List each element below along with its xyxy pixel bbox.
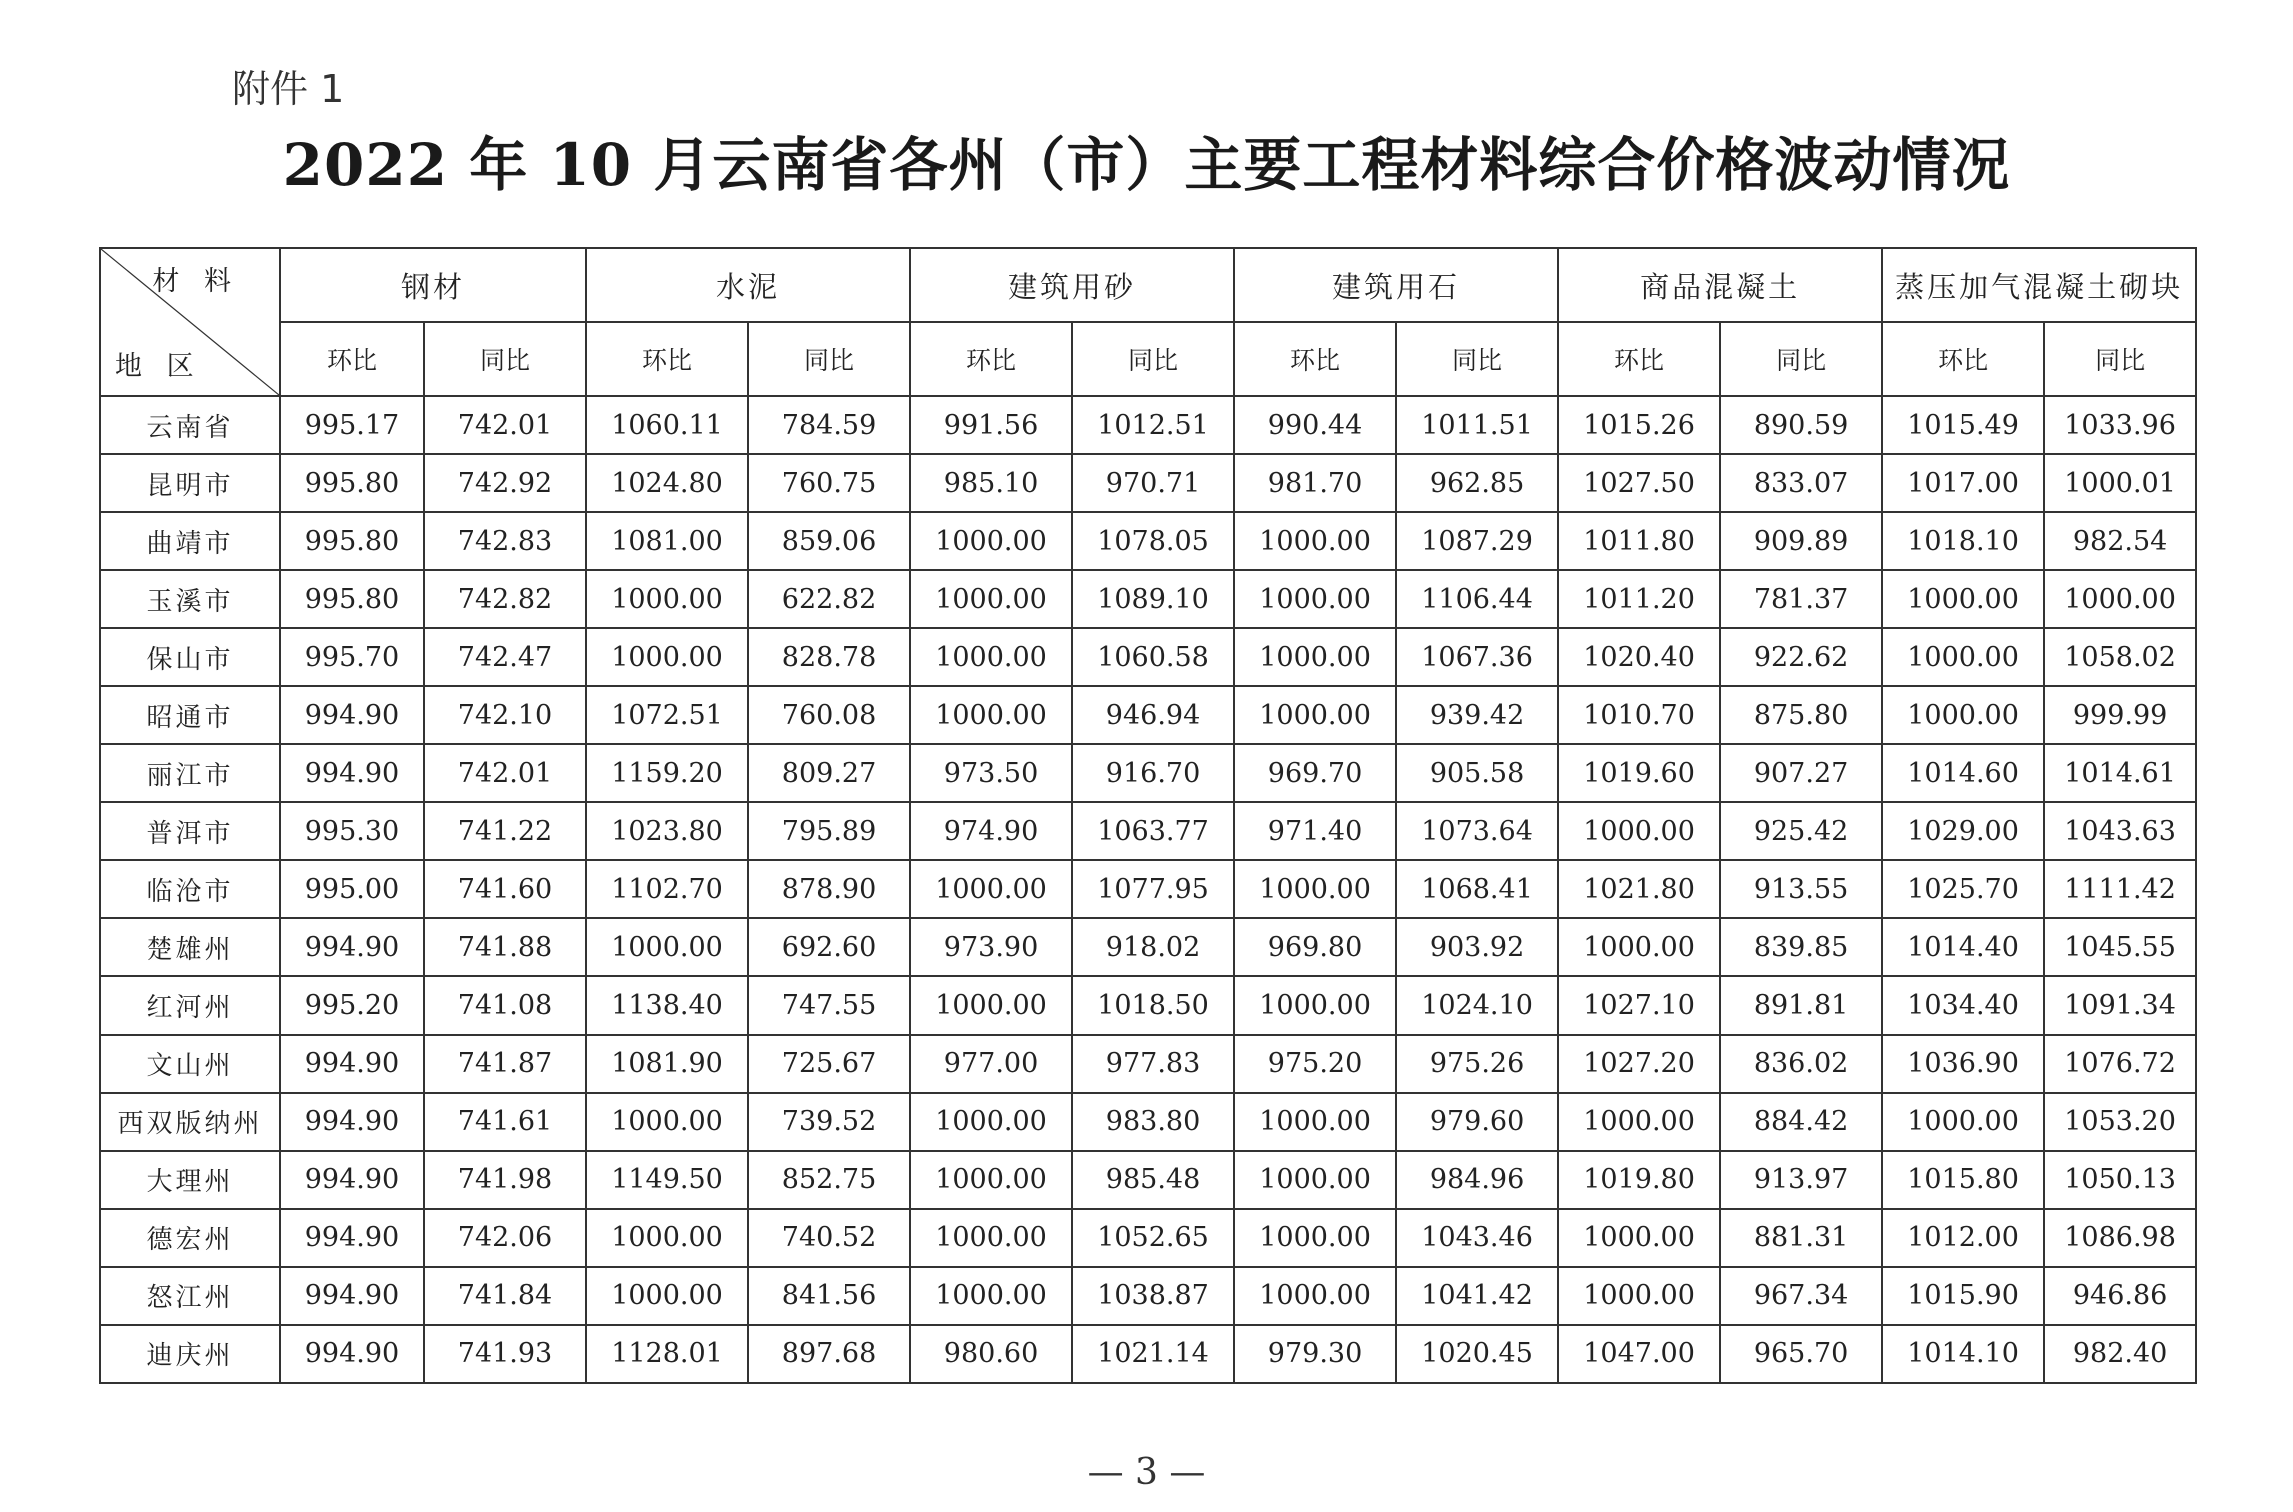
value-cell: 995.80 bbox=[280, 512, 424, 570]
value-cell: 985.48 bbox=[1072, 1151, 1234, 1209]
value-cell: 622.82 bbox=[748, 570, 910, 628]
value-cell: 1159.20 bbox=[586, 744, 748, 802]
table-row bbox=[100, 570, 2196, 628]
value-cell: 1000.00 bbox=[586, 628, 748, 686]
value-cell: 1021.14 bbox=[1072, 1325, 1234, 1383]
value-cell: 995.00 bbox=[280, 860, 424, 918]
value-cell: 981.70 bbox=[1234, 454, 1396, 512]
material-header: 建筑用石 bbox=[1234, 248, 1558, 322]
region-cell: 玉溪市 bbox=[100, 570, 280, 628]
value-cell: 971.40 bbox=[1234, 802, 1396, 860]
value-cell: 1000.00 bbox=[1558, 1267, 1720, 1325]
value-cell: 982.40 bbox=[2044, 1325, 2196, 1383]
value-cell: 1106.44 bbox=[1396, 570, 1558, 628]
value-cell: 1102.70 bbox=[586, 860, 748, 918]
table-row bbox=[100, 802, 2196, 860]
value-cell: 1033.96 bbox=[2044, 396, 2196, 454]
value-cell: 994.90 bbox=[280, 1267, 424, 1325]
value-cell: 1067.36 bbox=[1396, 628, 1558, 686]
corner-material-label: 材 料 bbox=[152, 266, 239, 297]
value-cell: 1000.00 bbox=[910, 1267, 1072, 1325]
corner-region-label: 地 区 bbox=[115, 351, 202, 382]
table-row bbox=[100, 512, 2196, 570]
value-cell: 1000.00 bbox=[910, 628, 1072, 686]
region-cell: 迪庆州 bbox=[100, 1325, 280, 1383]
value-cell: 995.70 bbox=[280, 628, 424, 686]
value-cell: 881.31 bbox=[1720, 1209, 1882, 1267]
value-cell: 1015.90 bbox=[1882, 1267, 2044, 1325]
value-cell: 747.55 bbox=[748, 976, 910, 1034]
table-row bbox=[100, 744, 2196, 802]
value-cell: 1000.00 bbox=[1882, 628, 2044, 686]
value-cell: 741.08 bbox=[424, 976, 586, 1034]
value-cell: 1011.20 bbox=[1558, 570, 1720, 628]
value-cell: 741.87 bbox=[424, 1035, 586, 1093]
value-cell: 859.06 bbox=[748, 512, 910, 570]
value-cell: 1027.10 bbox=[1558, 976, 1720, 1034]
value-cell: 1138.40 bbox=[586, 976, 748, 1034]
value-cell: 1011.80 bbox=[1558, 512, 1720, 570]
value-cell: 965.70 bbox=[1720, 1325, 1882, 1383]
value-cell: 1000.00 bbox=[1558, 802, 1720, 860]
value-cell: 1000.00 bbox=[586, 1267, 748, 1325]
value-cell: 1149.50 bbox=[586, 1151, 748, 1209]
value-cell: 875.80 bbox=[1720, 686, 1882, 744]
value-cell: 918.02 bbox=[1072, 918, 1234, 976]
value-cell: 1012.00 bbox=[1882, 1209, 2044, 1267]
value-cell: 1015.26 bbox=[1558, 396, 1720, 454]
value-cell: 1038.87 bbox=[1072, 1267, 1234, 1325]
value-cell: 1000.00 bbox=[910, 686, 1072, 744]
value-cell: 836.02 bbox=[1720, 1035, 1882, 1093]
value-cell: 890.59 bbox=[1720, 396, 1882, 454]
value-cell: 1076.72 bbox=[2044, 1035, 2196, 1093]
value-cell: 991.56 bbox=[910, 396, 1072, 454]
value-cell: 1000.00 bbox=[910, 570, 1072, 628]
value-cell: 1000.00 bbox=[910, 1151, 1072, 1209]
value-cell: 1023.80 bbox=[586, 802, 748, 860]
value-cell: 1014.10 bbox=[1882, 1325, 2044, 1383]
table-body bbox=[100, 396, 2196, 1383]
value-cell: 994.90 bbox=[280, 1151, 424, 1209]
value-cell: 742.47 bbox=[424, 628, 586, 686]
value-cell: 1128.01 bbox=[586, 1325, 748, 1383]
value-cell: 1034.40 bbox=[1882, 976, 2044, 1034]
value-cell: 1017.00 bbox=[1882, 454, 2044, 512]
value-cell: 1000.00 bbox=[910, 1209, 1072, 1267]
material-header: 水泥 bbox=[586, 248, 910, 322]
value-cell: 1025.70 bbox=[1882, 860, 2044, 918]
table-row bbox=[100, 976, 2196, 1034]
value-cell: 984.96 bbox=[1396, 1151, 1558, 1209]
value-cell: 913.55 bbox=[1720, 860, 1882, 918]
value-cell: 1021.80 bbox=[1558, 860, 1720, 918]
value-cell: 1000.00 bbox=[586, 918, 748, 976]
value-cell: 1027.50 bbox=[1558, 454, 1720, 512]
value-cell: 1029.00 bbox=[1882, 802, 2044, 860]
value-cell: 795.89 bbox=[748, 802, 910, 860]
value-cell: 1000.00 bbox=[1558, 1093, 1720, 1151]
value-cell: 973.50 bbox=[910, 744, 1072, 802]
value-cell: 897.68 bbox=[748, 1325, 910, 1383]
value-cell: 1058.02 bbox=[2044, 628, 2196, 686]
value-cell: 973.90 bbox=[910, 918, 1072, 976]
material-header: 蒸压加气混凝土砌块 bbox=[1882, 248, 2196, 322]
value-cell: 994.90 bbox=[280, 1325, 424, 1383]
table-row bbox=[100, 1093, 2196, 1151]
value-cell: 1091.34 bbox=[2044, 976, 2196, 1034]
value-cell: 909.89 bbox=[1720, 512, 1882, 570]
value-cell: 833.07 bbox=[1720, 454, 1882, 512]
value-cell: 1000.00 bbox=[1234, 1151, 1396, 1209]
value-cell: 1014.61 bbox=[2044, 744, 2196, 802]
value-cell: 922.62 bbox=[1720, 628, 1882, 686]
value-cell: 1000.00 bbox=[1234, 512, 1396, 570]
value-cell: 784.59 bbox=[748, 396, 910, 454]
value-cell: 1063.77 bbox=[1072, 802, 1234, 860]
value-cell: 1000.00 bbox=[1234, 570, 1396, 628]
value-cell: 1036.90 bbox=[1882, 1035, 2044, 1093]
sub-header-row bbox=[100, 322, 2196, 396]
value-cell: 852.75 bbox=[748, 1151, 910, 1209]
value-cell: 974.90 bbox=[910, 802, 1072, 860]
value-cell: 1077.95 bbox=[1072, 860, 1234, 918]
value-cell: 1000.00 bbox=[1234, 686, 1396, 744]
value-cell: 1089.10 bbox=[1072, 570, 1234, 628]
sub-header: 同比 bbox=[1072, 322, 1234, 396]
value-cell: 913.97 bbox=[1720, 1151, 1882, 1209]
value-cell: 839.85 bbox=[1720, 918, 1882, 976]
value-cell: 962.85 bbox=[1396, 454, 1558, 512]
region-cell: 临沧市 bbox=[100, 860, 280, 918]
table-row bbox=[100, 628, 2196, 686]
region-cell: 红河州 bbox=[100, 976, 280, 1034]
value-cell: 1019.60 bbox=[1558, 744, 1720, 802]
value-cell: 1060.58 bbox=[1072, 628, 1234, 686]
value-cell: 975.26 bbox=[1396, 1035, 1558, 1093]
value-cell: 739.52 bbox=[748, 1093, 910, 1151]
table-row bbox=[100, 454, 2196, 512]
value-cell: 1000.00 bbox=[1558, 1209, 1720, 1267]
table-row bbox=[100, 1209, 2196, 1267]
value-cell: 1078.05 bbox=[1072, 512, 1234, 570]
value-cell: 1000.00 bbox=[1558, 918, 1720, 976]
value-cell: 1045.55 bbox=[2044, 918, 2196, 976]
value-cell: 916.70 bbox=[1072, 744, 1234, 802]
value-cell: 1068.41 bbox=[1396, 860, 1558, 918]
value-cell: 1014.60 bbox=[1882, 744, 2044, 802]
value-cell: 994.90 bbox=[280, 1035, 424, 1093]
value-cell: 946.86 bbox=[2044, 1267, 2196, 1325]
region-cell: 西双版纳州 bbox=[100, 1093, 280, 1151]
value-cell: 1081.90 bbox=[586, 1035, 748, 1093]
sub-header: 同比 bbox=[1720, 322, 1882, 396]
sub-header: 同比 bbox=[1396, 322, 1558, 396]
value-cell: 967.34 bbox=[1720, 1267, 1882, 1325]
document-title: 2022 年 10 月云南省各州（市）主要工程材料综合价格波动情况 bbox=[282, 131, 2011, 199]
value-cell: 1000.00 bbox=[586, 570, 748, 628]
value-cell: 905.58 bbox=[1396, 744, 1558, 802]
value-cell: 1020.40 bbox=[1558, 628, 1720, 686]
value-cell: 741.84 bbox=[424, 1267, 586, 1325]
value-cell: 1020.45 bbox=[1396, 1325, 1558, 1383]
value-cell: 983.80 bbox=[1072, 1093, 1234, 1151]
material-header-row bbox=[100, 248, 2196, 322]
value-cell: 741.61 bbox=[424, 1093, 586, 1151]
value-cell: 1043.63 bbox=[2044, 802, 2196, 860]
value-cell: 1053.20 bbox=[2044, 1093, 2196, 1151]
table-row bbox=[100, 1267, 2196, 1325]
value-cell: 969.80 bbox=[1234, 918, 1396, 976]
value-cell: 1050.13 bbox=[2044, 1151, 2196, 1209]
material-header: 商品混凝土 bbox=[1558, 248, 1882, 322]
value-cell: 741.98 bbox=[424, 1151, 586, 1209]
sub-header: 同比 bbox=[748, 322, 910, 396]
value-cell: 1041.42 bbox=[1396, 1267, 1558, 1325]
region-cell: 曲靖市 bbox=[100, 512, 280, 570]
sub-header: 环比 bbox=[1882, 322, 2044, 396]
value-cell: 1000.00 bbox=[1234, 628, 1396, 686]
value-cell: 995.30 bbox=[280, 802, 424, 860]
value-cell: 903.92 bbox=[1396, 918, 1558, 976]
table-row bbox=[100, 1325, 2196, 1383]
table-row bbox=[100, 918, 2196, 976]
value-cell: 1000.00 bbox=[1234, 1093, 1396, 1151]
material-header: 建筑用砂 bbox=[910, 248, 1234, 322]
value-cell: 1015.80 bbox=[1882, 1151, 2044, 1209]
value-cell: 841.56 bbox=[748, 1267, 910, 1325]
region-cell: 楚雄州 bbox=[100, 918, 280, 976]
value-cell: 742.83 bbox=[424, 512, 586, 570]
value-cell: 760.75 bbox=[748, 454, 910, 512]
value-cell: 1000.00 bbox=[1234, 976, 1396, 1034]
region-cell: 大理州 bbox=[100, 1151, 280, 1209]
region-cell: 文山州 bbox=[100, 1035, 280, 1093]
sub-header: 环比 bbox=[1234, 322, 1396, 396]
value-cell: 994.90 bbox=[280, 1093, 424, 1151]
value-cell: 781.37 bbox=[1720, 570, 1882, 628]
value-cell: 1010.70 bbox=[1558, 686, 1720, 744]
sub-header: 环比 bbox=[280, 322, 424, 396]
region-cell: 普洱市 bbox=[100, 802, 280, 860]
value-cell: 809.27 bbox=[748, 744, 910, 802]
value-cell: 741.22 bbox=[424, 802, 586, 860]
value-cell: 1087.29 bbox=[1396, 512, 1558, 570]
sub-header: 同比 bbox=[424, 322, 586, 396]
table-row bbox=[100, 686, 2196, 744]
value-cell: 742.82 bbox=[424, 570, 586, 628]
value-cell: 970.71 bbox=[1072, 454, 1234, 512]
value-cell: 907.27 bbox=[1720, 744, 1882, 802]
value-cell: 994.90 bbox=[280, 744, 424, 802]
sub-header: 同比 bbox=[2044, 322, 2196, 396]
value-cell: 742.10 bbox=[424, 686, 586, 744]
value-cell: 980.60 bbox=[910, 1325, 1072, 1383]
table-row bbox=[100, 1151, 2196, 1209]
value-cell: 1111.42 bbox=[2044, 860, 2196, 918]
value-cell: 1018.10 bbox=[1882, 512, 2044, 570]
table-row bbox=[100, 396, 2196, 454]
value-cell: 742.06 bbox=[424, 1209, 586, 1267]
price-table bbox=[99, 247, 2197, 1384]
value-cell: 985.10 bbox=[910, 454, 1072, 512]
value-cell: 1012.51 bbox=[1072, 396, 1234, 454]
value-cell: 925.42 bbox=[1720, 802, 1882, 860]
region-cell: 保山市 bbox=[100, 628, 280, 686]
sub-header: 环比 bbox=[1558, 322, 1720, 396]
value-cell: 982.54 bbox=[2044, 512, 2196, 570]
value-cell: 990.44 bbox=[1234, 396, 1396, 454]
value-cell: 994.90 bbox=[280, 686, 424, 744]
value-cell: 1086.98 bbox=[2044, 1209, 2196, 1267]
value-cell: 1000.00 bbox=[2044, 570, 2196, 628]
value-cell: 742.92 bbox=[424, 454, 586, 512]
value-cell: 1052.65 bbox=[1072, 1209, 1234, 1267]
value-cell: 1000.00 bbox=[586, 1093, 748, 1151]
material-header: 钢材 bbox=[280, 248, 586, 322]
value-cell: 999.99 bbox=[2044, 686, 2196, 744]
value-cell: 979.30 bbox=[1234, 1325, 1396, 1383]
value-cell: 1011.51 bbox=[1396, 396, 1558, 454]
value-cell: 725.67 bbox=[748, 1035, 910, 1093]
value-cell: 1000.00 bbox=[1882, 570, 2044, 628]
value-cell: 1000.00 bbox=[910, 512, 1072, 570]
value-cell: 1000.00 bbox=[910, 1093, 1072, 1151]
value-cell: 1024.10 bbox=[1396, 976, 1558, 1034]
table-row bbox=[100, 860, 2196, 918]
region-cell: 昆明市 bbox=[100, 454, 280, 512]
value-cell: 891.81 bbox=[1720, 976, 1882, 1034]
value-cell: 1060.11 bbox=[586, 396, 748, 454]
value-cell: 1024.80 bbox=[586, 454, 748, 512]
value-cell: 1000.00 bbox=[586, 1209, 748, 1267]
value-cell: 995.80 bbox=[280, 454, 424, 512]
value-cell: 740.52 bbox=[748, 1209, 910, 1267]
value-cell: 1043.46 bbox=[1396, 1209, 1558, 1267]
corner-header bbox=[100, 248, 280, 396]
region-cell: 丽江市 bbox=[100, 744, 280, 802]
value-cell: 946.94 bbox=[1072, 686, 1234, 744]
page-number: — 3 — bbox=[1087, 1452, 1206, 1493]
value-cell: 742.01 bbox=[424, 744, 586, 802]
value-cell: 995.20 bbox=[280, 976, 424, 1034]
value-cell: 741.88 bbox=[424, 918, 586, 976]
sub-header: 环比 bbox=[910, 322, 1072, 396]
attachment-label: 附件 1 bbox=[232, 67, 345, 111]
value-cell: 878.90 bbox=[748, 860, 910, 918]
sub-header: 环比 bbox=[586, 322, 748, 396]
value-cell: 994.90 bbox=[280, 918, 424, 976]
value-cell: 1000.00 bbox=[910, 860, 1072, 918]
value-cell: 692.60 bbox=[748, 918, 910, 976]
value-cell: 1018.50 bbox=[1072, 976, 1234, 1034]
value-cell: 1000.00 bbox=[1234, 1209, 1396, 1267]
value-cell: 1000.00 bbox=[910, 976, 1072, 1034]
value-cell: 1073.64 bbox=[1396, 802, 1558, 860]
region-cell: 云南省 bbox=[100, 396, 280, 454]
value-cell: 969.70 bbox=[1234, 744, 1396, 802]
value-cell: 1047.00 bbox=[1558, 1325, 1720, 1383]
value-cell: 828.78 bbox=[748, 628, 910, 686]
value-cell: 995.17 bbox=[280, 396, 424, 454]
value-cell: 995.80 bbox=[280, 570, 424, 628]
value-cell: 1000.00 bbox=[1882, 1093, 2044, 1151]
value-cell: 975.20 bbox=[1234, 1035, 1396, 1093]
value-cell: 1019.80 bbox=[1558, 1151, 1720, 1209]
value-cell: 1014.40 bbox=[1882, 918, 2044, 976]
value-cell: 1081.00 bbox=[586, 512, 748, 570]
value-cell: 939.42 bbox=[1396, 686, 1558, 744]
value-cell: 1000.00 bbox=[1234, 860, 1396, 918]
value-cell: 741.60 bbox=[424, 860, 586, 918]
value-cell: 977.00 bbox=[910, 1035, 1072, 1093]
value-cell: 1000.00 bbox=[1882, 686, 2044, 744]
region-cell: 德宏州 bbox=[100, 1209, 280, 1267]
value-cell: 1027.20 bbox=[1558, 1035, 1720, 1093]
value-cell: 979.60 bbox=[1396, 1093, 1558, 1151]
table-row bbox=[100, 1035, 2196, 1093]
value-cell: 741.93 bbox=[424, 1325, 586, 1383]
value-cell: 1000.00 bbox=[1234, 1267, 1396, 1325]
value-cell: 760.08 bbox=[748, 686, 910, 744]
value-cell: 977.83 bbox=[1072, 1035, 1234, 1093]
region-cell: 怒江州 bbox=[100, 1267, 280, 1325]
value-cell: 1015.49 bbox=[1882, 396, 2044, 454]
value-cell: 994.90 bbox=[280, 1209, 424, 1267]
value-cell: 1072.51 bbox=[586, 686, 748, 744]
value-cell: 1000.01 bbox=[2044, 454, 2196, 512]
region-cell: 昭通市 bbox=[100, 686, 280, 744]
value-cell: 742.01 bbox=[424, 396, 586, 454]
value-cell: 884.42 bbox=[1720, 1093, 1882, 1151]
